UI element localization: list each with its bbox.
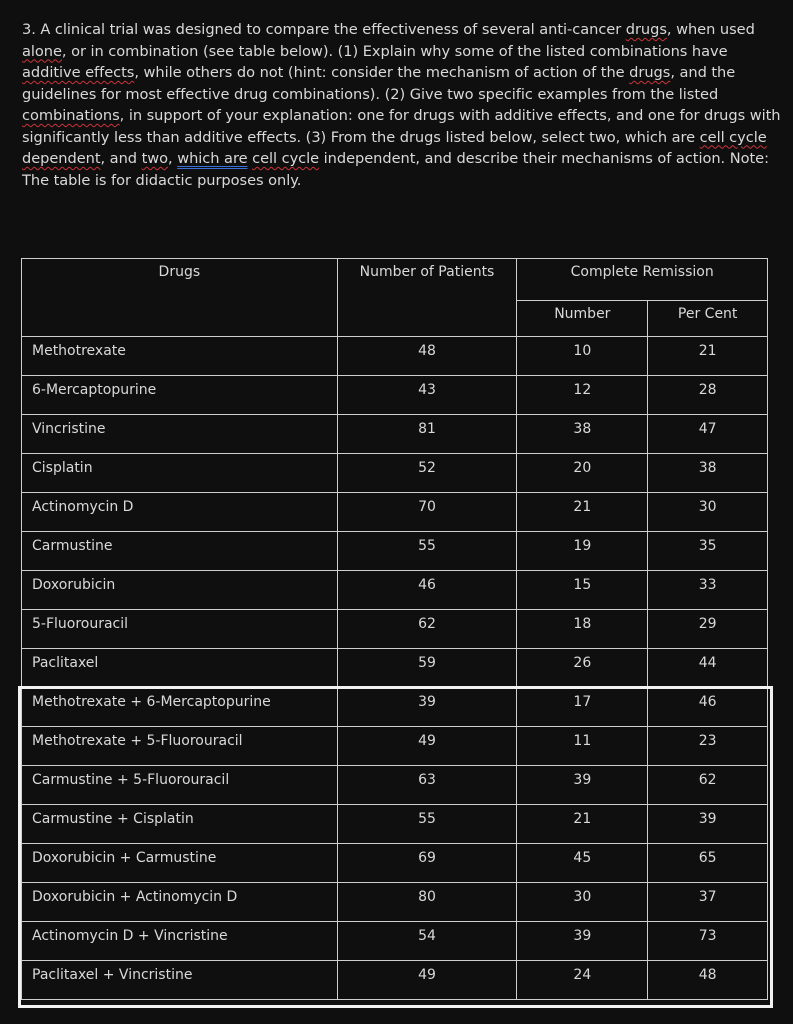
remission-percent-cell: 62	[648, 766, 768, 805]
drug-cell: Doxorubicin + Carmustine	[22, 844, 338, 883]
remission-percent-cell: 44	[648, 649, 768, 688]
table-row	[22, 454, 768, 493]
remission-percent-cell: 73	[648, 922, 768, 961]
patients-cell: 69	[337, 844, 517, 883]
question-text	[22, 19, 782, 191]
drug-cell: Methotrexate + 6-Mercaptopurine	[22, 688, 338, 727]
drug-cell: 5-Fluorouracil	[22, 610, 338, 649]
table-row	[22, 610, 768, 649]
remission-number-cell: 38	[517, 415, 648, 454]
remission-number-cell: 39	[517, 766, 648, 805]
remission-percent-cell: 30	[648, 493, 768, 532]
patients-cell: 63	[337, 766, 517, 805]
patients-cell: 55	[337, 805, 517, 844]
table-row	[22, 532, 768, 571]
remission-number-cell: 18	[517, 610, 648, 649]
drug-cell: Cisplatin	[22, 454, 338, 493]
remission-percent-cell: 38	[648, 454, 768, 493]
header-drugs: Drugs	[22, 259, 338, 337]
table-row-combination	[22, 883, 768, 922]
question-segment: , when used	[666, 21, 755, 38]
table-row-combination	[22, 727, 768, 766]
patients-cell: 62	[337, 610, 517, 649]
remission-number-cell: 26	[517, 649, 648, 688]
patients-cell: 49	[337, 961, 517, 1000]
question-segment: ,	[168, 150, 178, 167]
remission-percent-cell: 21	[648, 337, 768, 376]
patients-cell: 46	[337, 571, 517, 610]
table-row-combination	[22, 805, 768, 844]
patients-cell: 49	[337, 727, 517, 766]
question-segment: , while others do not (hint: consider the mechanism of action of the	[134, 64, 630, 81]
remission-number-cell: 12	[517, 376, 648, 415]
drug-cell: Paclitaxel	[22, 649, 338, 688]
drug-cell: Carmustine + Cisplatin	[22, 805, 338, 844]
table-row-combination	[22, 688, 768, 727]
spellcheck-word[interactable]: alone	[22, 42, 62, 60]
drug-cell: Carmustine	[22, 532, 338, 571]
question-segment: independent, and describe their mechanisms of action. Note: The table is for didactic purposes only.	[22, 150, 769, 189]
remission-percent-cell: 37	[648, 883, 768, 922]
drug-cell: Doxorubicin + Actinomycin D	[22, 883, 338, 922]
patients-cell: 43	[337, 376, 517, 415]
remission-number-cell: 21	[517, 493, 648, 532]
table-row	[22, 337, 768, 376]
patients-cell: 70	[337, 493, 517, 532]
remission-percent-cell: 46	[648, 688, 768, 727]
question-segment: , and	[100, 150, 142, 167]
drug-cell: Carmustine + 5-Fluorouracil	[22, 766, 338, 805]
remission-percent-cell: 39	[648, 805, 768, 844]
remission-number-cell: 17	[517, 688, 648, 727]
table-row	[22, 415, 768, 454]
patients-cell: 39	[337, 688, 517, 727]
header-complete-remission: Complete Remission	[517, 259, 768, 301]
remission-number-cell: 21	[517, 805, 648, 844]
table-row	[22, 571, 768, 610]
table-body	[22, 337, 768, 1000]
patients-cell: 59	[337, 649, 517, 688]
drug-cell: Actinomycin D	[22, 493, 338, 532]
remission-number-cell: 10	[517, 337, 648, 376]
patients-cell: 55	[337, 532, 517, 571]
remission-percent-cell: 65	[648, 844, 768, 883]
remission-number-cell: 24	[517, 961, 648, 1000]
remission-percent-cell: 33	[648, 571, 768, 610]
spellcheck-word[interactable]: cell cycle dependent	[22, 128, 767, 167]
remission-number-cell: 11	[517, 727, 648, 766]
table-row-combination	[22, 766, 768, 805]
drug-cell: Paclitaxel + Vincristine	[22, 961, 338, 1000]
drug-cell: Methotrexate + 5-Fluorouracil	[22, 727, 338, 766]
table-row	[22, 376, 768, 415]
question-segment: , in support of your explanation: one for drugs with additive effects, and one for drugs with significantly less than additive effects. (3) From the drugs listed below, select two, which are	[22, 107, 781, 146]
spellcheck-word[interactable]: drugs	[629, 64, 671, 81]
table-row-combination	[22, 922, 768, 961]
remission-percent-cell: 47	[648, 415, 768, 454]
drug-cell: Vincristine	[22, 415, 338, 454]
drug-cell: 6-Mercaptopurine	[22, 376, 338, 415]
question-segment: , or in combination (see table below). (1) Explain why some of the listed combinations have	[61, 42, 728, 60]
question-segment: , and the guidelines for most effective drug combinations). (2) Give two specific examples from the listed	[22, 64, 736, 103]
spellcheck-word[interactable]: drugs	[625, 21, 667, 38]
table-row	[22, 649, 768, 688]
header-percent: Per Cent	[648, 301, 768, 337]
question-segment: 3. A clinical trial was designed to compare the effectiveness of several anti-cancer	[22, 21, 626, 38]
patients-cell: 81	[337, 415, 517, 454]
remission-percent-cell: 23	[648, 727, 768, 766]
remission-number-cell: 30	[517, 883, 648, 922]
spellcheck-word[interactable]: two	[141, 150, 169, 167]
spellcheck-word[interactable]: additive effects	[22, 64, 135, 81]
patients-cell: 48	[337, 337, 517, 376]
drug-cell: Doxorubicin	[22, 571, 338, 610]
drug-cell: Actinomycin D + Vincristine	[22, 922, 338, 961]
header-number: Number	[517, 301, 648, 337]
remission-percent-cell: 35	[648, 532, 768, 571]
table-row-combination	[22, 961, 768, 1000]
remission-number-cell: 39	[517, 922, 648, 961]
remission-number-cell: 15	[517, 571, 648, 610]
spellcheck-word[interactable]: combinations	[22, 107, 120, 124]
patients-cell: 54	[337, 922, 517, 961]
header-patients: Number of Patients	[337, 259, 517, 337]
remission-number-cell: 19	[517, 532, 648, 571]
patients-cell: 80	[337, 883, 517, 922]
remission-percent-cell: 48	[648, 961, 768, 1000]
drug-cell: Methotrexate	[22, 337, 338, 376]
remission-number-cell: 45	[517, 844, 648, 883]
remission-table	[21, 258, 768, 1000]
patients-cell: 52	[337, 454, 517, 493]
remission-percent-cell: 29	[648, 610, 768, 649]
grammar-check-word[interactable]: which are	[177, 150, 248, 167]
spellcheck-word[interactable]: cell cycle	[252, 150, 320, 167]
remission-percent-cell: 28	[648, 376, 768, 415]
table-row	[22, 493, 768, 532]
table-row-combination	[22, 844, 768, 883]
remission-number-cell: 20	[517, 454, 648, 493]
